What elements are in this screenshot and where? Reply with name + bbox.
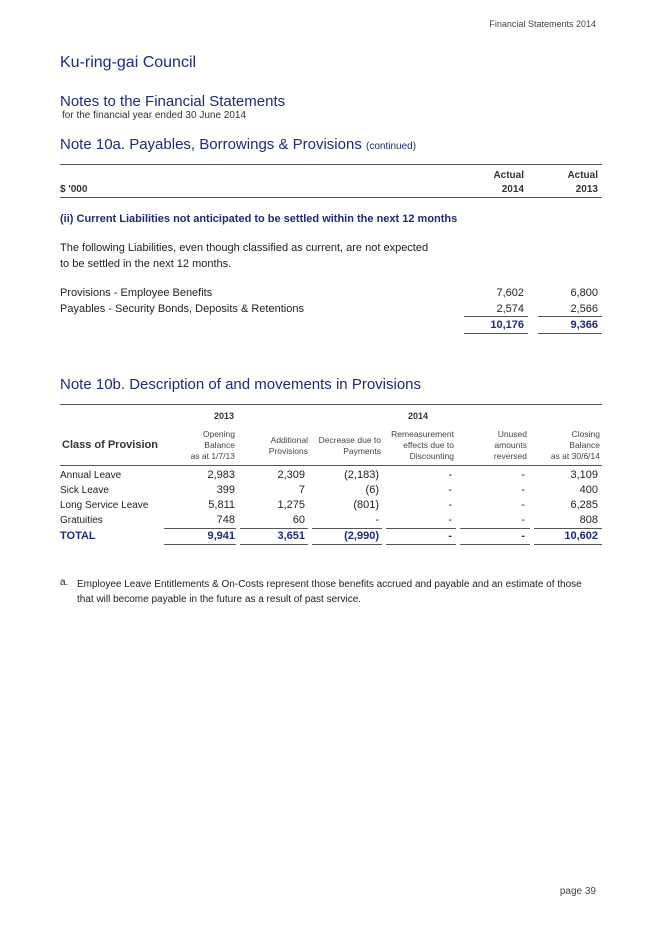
total-cell: 9,941 [207,530,235,542]
paragraph-line-1: The following Liabilities, even though classified as current, are not expected [60,242,429,254]
section-rule [60,404,602,405]
total-cell: 3,651 [277,530,305,542]
note-10a-continued: (continued) [366,141,417,152]
table-cell-2014: 7,602 [496,287,524,299]
table-cell: 2,309 [277,469,305,481]
total-rule [312,528,382,529]
col-header-line: Payments [343,446,381,456]
col-header-line: reversed [493,451,527,461]
table-cell: (2,183) [344,469,379,481]
table-cell: (801) [353,499,379,511]
notes-subtitle: for the financial year ended 30 June 2014 [62,110,247,121]
table-cell: 60 [292,514,305,526]
total-rule-2014 [464,316,528,317]
total-underline [460,544,530,545]
page-number: page 39 [559,886,596,897]
unit-label: $ '000 [60,184,88,195]
section-rule [60,164,602,165]
table-cell: 2,983 [207,469,235,481]
table-cell: - [448,484,452,496]
total-underline-2013 [538,333,602,334]
total-underline [534,544,602,545]
table-cell-2013: 6,800 [570,287,598,299]
total-underline [164,544,236,545]
notes-title: Notes to the Financial Statements [60,93,286,110]
header-rule [60,197,602,198]
col-header-line: Decrease due to [318,435,381,445]
table-cell: - [521,469,525,481]
col-header-line: Additional [270,435,308,445]
report-header: Financial Statements 2014 [489,19,596,29]
table-cell: 1,275 [277,499,305,511]
col-header-line: amounts [494,440,527,450]
col-header-line: Remeasurement [391,429,454,439]
col-header-remeasurement [378,429,454,462]
table-cell: 399 [216,484,235,496]
col-header-line: Closing [571,429,600,439]
table-cell: 5,811 [208,499,235,511]
total-underline [386,544,456,545]
table-cell: - [521,499,525,511]
col-header-decrease [305,435,381,457]
total-underline-2014 [464,333,528,334]
col-header-line: effects due to [403,440,454,450]
total-cell: - [448,530,452,542]
col-year-2013: 2013 [575,184,598,195]
total-cell: 10,602 [564,530,598,542]
year-2014-label: 2014 [408,411,429,421]
footnote-text: Employee Leave Entitlements & On-Costs represent those benefits accrued and payable and an estimate of those that will become payable in the future as a result of past service. [77,579,582,605]
total-rule [240,528,308,529]
table-cell: 808 [579,514,598,526]
table-cell: - [448,469,452,481]
col-year-2014: 2014 [501,184,524,195]
table-cell: 6,285 [570,499,598,511]
table-cell-2013: 2,566 [570,303,598,315]
table-row-label: Annual Leave [60,470,122,481]
col-actual-2013-label: Actual [567,170,598,181]
total-rule [460,528,530,529]
total-rule [386,528,456,529]
table-cell-2014: 2,574 [496,303,524,315]
total-rule-2013 [538,316,602,317]
table-cell: (6) [365,484,379,496]
col-header-line: Provisions [268,446,308,456]
col-header-line: Opening [202,429,235,439]
col-header-line: as at 1/7/13 [190,451,235,461]
col-header-additional [240,435,308,457]
total-2014: 10,176 [490,319,524,331]
table-row-label: Provisions - Employee Benefits [60,287,213,299]
col-header-line: Discounting [409,451,454,461]
table-row-label: Gratuities [60,515,103,526]
total-2013: 9,366 [570,319,598,331]
col-actual-2014-label: Actual [493,170,524,181]
total-row-label: TOTAL [60,530,96,542]
table-cell: - [521,514,525,526]
note-10a-title-text: Note 10a. Payables, Borrowings & Provisions [60,136,362,153]
note-10b-title: Note 10b. Description of and movements in Provisions [60,376,422,393]
col-header-line: Balance [569,440,600,450]
organisation-name: Ku-ring-gai Council [60,54,197,71]
class-of-provision-heading: Class of Provision [62,439,158,451]
table-cell: - [448,499,452,511]
table-cell: 3,109 [570,469,598,481]
year-2013-label: 2013 [213,411,234,421]
table-cell: 400 [579,484,598,496]
table-cell: - [448,514,452,526]
col-header-line: Balance [204,440,235,450]
total-underline [240,544,308,545]
section-heading: (ii) Current Liabilities not anticipated to be settled within the next 12 months [60,213,458,225]
note-10a-title [60,136,416,153]
table-row-label: Payables - Security Bonds, Deposits & Retentions [60,303,304,315]
header-rule [60,465,602,466]
table-cell: - [521,484,525,496]
total-cell: (2,990) [344,530,379,542]
table-cell: 7 [298,484,305,496]
total-rule [164,528,236,529]
footnote-marker: a. [60,577,69,588]
total-cell: - [521,530,525,542]
col-header-opening [160,429,235,462]
table-cell: - [375,514,379,526]
col-header-unused [470,429,527,462]
table-row-label: Long Service Leave [60,500,149,511]
table-row-label: Sick Leave [60,485,109,496]
paragraph-line-2: to be settled in the next 12 months. [60,258,232,270]
col-header-line: as at 30/6/14 [550,451,600,461]
total-rule [534,528,602,529]
total-underline [312,544,382,545]
col-header-closing [530,429,600,462]
col-header-line: Unused [497,429,527,439]
table-cell: 748 [216,514,235,526]
